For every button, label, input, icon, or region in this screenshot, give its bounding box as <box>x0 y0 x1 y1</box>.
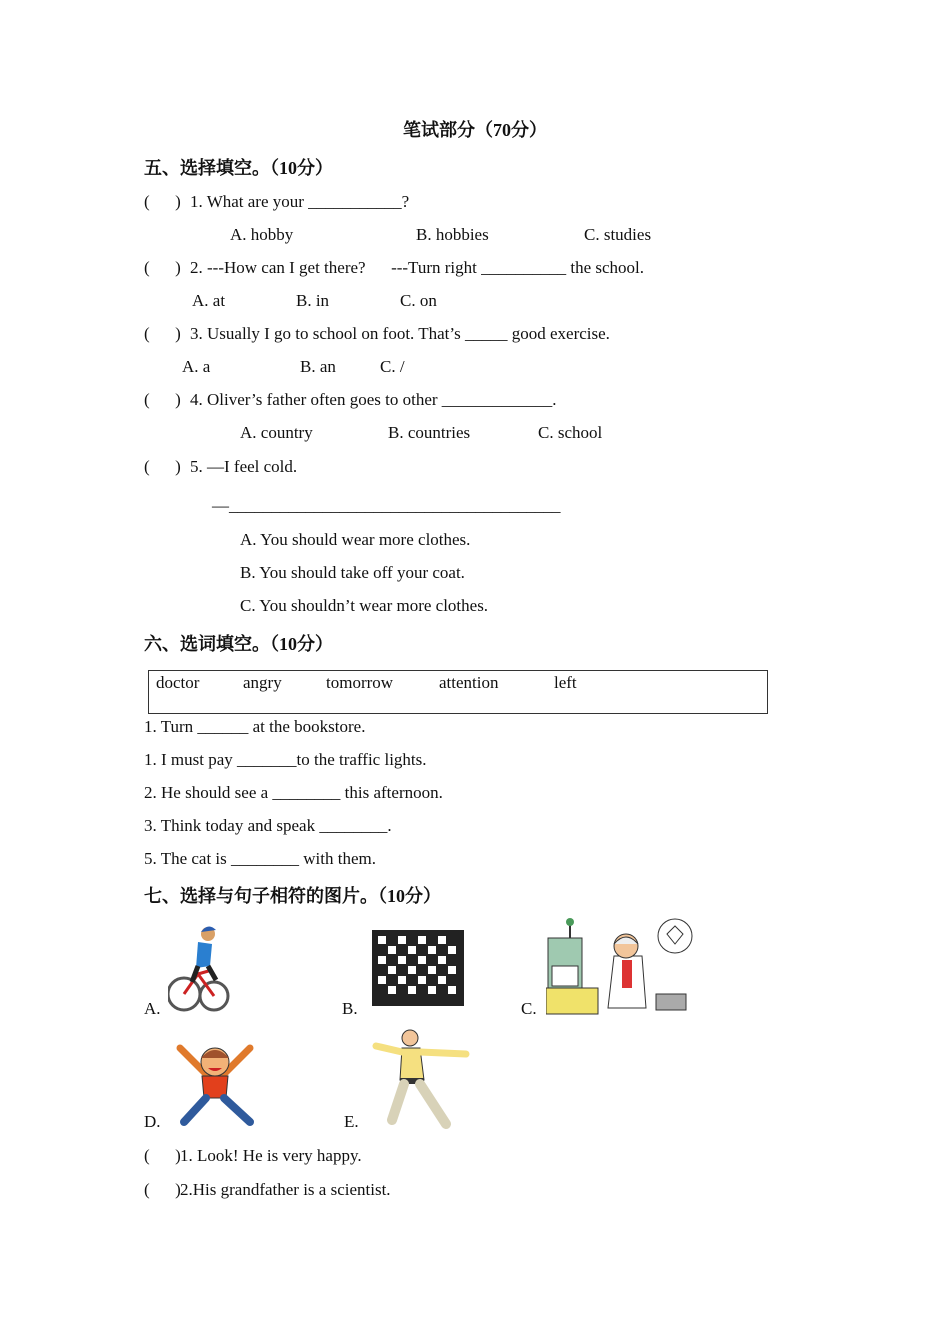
q3-option-b[interactable]: B. an <box>300 357 336 376</box>
fill-sentence-4: 3. Think today and speak ________. <box>144 816 392 835</box>
match-q1-paren[interactable]: ( ) <box>144 1146 181 1165</box>
section5-heading: 五、选择填空。（10分） <box>144 158 333 178</box>
q1-option-c[interactable]: C. studies <box>584 225 652 244</box>
q4-text: 4. Oliver’s father often goes to other _____________. <box>190 390 557 409</box>
word-bank-item: doctor <box>156 673 200 692</box>
crossword-image[interactable] <box>372 930 464 1006</box>
q5-text: 5. —I feel cold. <box>190 457 298 476</box>
q4-paren[interactable]: ( ) <box>144 390 181 409</box>
kungfu-man-image[interactable] <box>370 1028 472 1130</box>
word-bank-item: tomorrow <box>326 673 394 692</box>
q1-paren[interactable]: ( ) <box>144 192 181 211</box>
q1-text: 1. What are your ___________? <box>190 192 410 211</box>
q5-option-a[interactable]: A. You should wear more clothes. <box>240 530 471 549</box>
q2-option-c[interactable]: C. on <box>400 291 437 310</box>
q1-option-b[interactable]: B. hobbies <box>416 225 489 244</box>
q4-option-a[interactable]: A. country <box>240 423 313 442</box>
match-q2-text: 2.His grandfather is a scientist. <box>180 1180 391 1199</box>
q5-paren[interactable]: ( ) <box>144 457 181 476</box>
match-q2-paren[interactable]: ( ) <box>144 1180 181 1199</box>
q5-option-c[interactable]: C. You shouldn’t wear more clothes. <box>240 596 489 615</box>
section6-heading: 六、选词填空。（10分） <box>144 634 333 654</box>
q2-text: 2. ---How can I get there? ---Turn right __________ the school. <box>190 258 645 277</box>
scientist-image[interactable] <box>546 916 694 1016</box>
q2-option-b[interactable]: B. in <box>296 291 330 310</box>
fill-sentence-3: 2. He should see a ________ this afternoon. <box>144 783 443 802</box>
q3-text: 3. Usually I go to school on foot. That’s _____ good exercise. <box>190 324 610 343</box>
q5-option-b[interactable]: B. You should take off your coat. <box>240 563 465 582</box>
q3-option-a[interactable]: A. a <box>182 357 211 376</box>
q1-option-a[interactable]: A. hobby <box>230 225 294 244</box>
word-bank-item: angry <box>243 673 282 692</box>
picture-label-a: A. <box>144 999 161 1018</box>
q2-option-a[interactable]: A. at <box>192 291 226 310</box>
q5-answer-line: —_______________________________________ <box>212 496 561 515</box>
q3-option-c[interactable]: C. / <box>380 357 405 376</box>
fill-sentence-2: 1. I must pay _______to the traffic lights. <box>144 750 427 769</box>
word-bank-item: attention <box>439 673 499 692</box>
q4-option-c[interactable]: C. school <box>538 423 603 442</box>
fill-sentence-5: 5. The cat is ________ with them. <box>144 849 376 868</box>
match-q1-text: 1. Look! He is very happy. <box>180 1146 362 1165</box>
section7-heading: 七、选择与句子相符的图片。（10分） <box>144 886 441 906</box>
q2-paren[interactable]: ( ) <box>144 258 181 277</box>
q3-paren[interactable]: ( ) <box>144 324 181 343</box>
picture-label-b: B. <box>342 999 358 1018</box>
word-bank-item: left <box>554 673 577 692</box>
q4-option-b[interactable]: B. countries <box>388 423 471 442</box>
picture-label-d: D. <box>144 1112 161 1131</box>
fill-sentence-1: 1. Turn ______ at the bookstore. <box>144 717 366 736</box>
cyclist-image[interactable] <box>168 922 230 1014</box>
picture-label-c: C. <box>521 999 537 1018</box>
picture-label-e: E. <box>344 1112 359 1131</box>
happy-boy-image[interactable] <box>170 1038 260 1128</box>
page-title: 笔试部分（70分） <box>403 120 547 140</box>
